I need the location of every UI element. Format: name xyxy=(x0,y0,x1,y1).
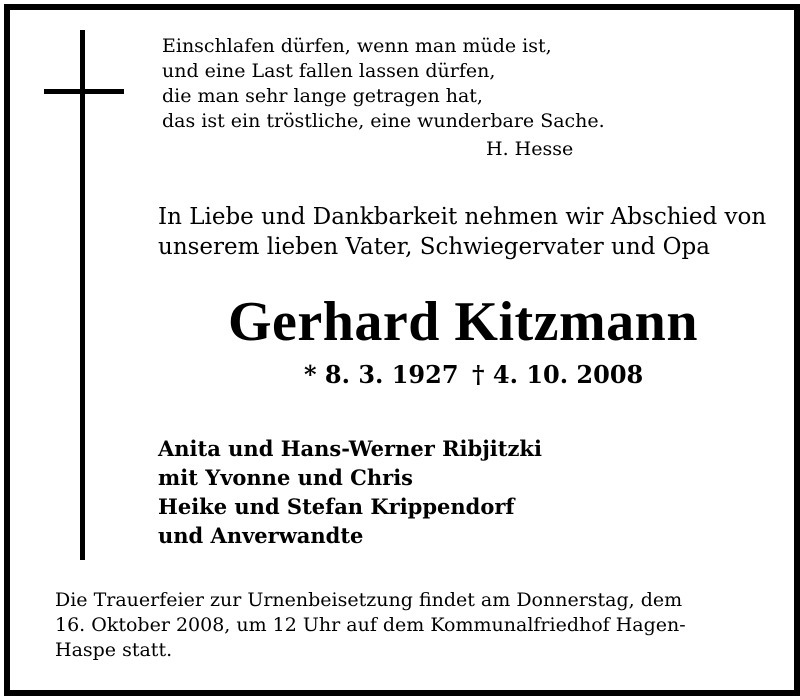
ceremony-line: Haspe statt. xyxy=(55,639,173,661)
poem-author: H. Hesse xyxy=(486,138,574,160)
ceremony-line: 16. Oktober 2008, um 12 Uhr auf dem Kommunalfriedhof Hagen- xyxy=(55,614,686,636)
mourner-line: und Anverwandte xyxy=(158,523,364,548)
death-date: † 4. 10. 2008 xyxy=(472,360,644,389)
cross-icon-bar xyxy=(44,89,124,94)
mourner-line: Anita und Hans-Werner Ribjitzki xyxy=(158,436,542,461)
birth-date: * 8. 3. 1927 xyxy=(304,360,459,389)
poem-line: Einschlafen dürfen, wenn man müde ist, xyxy=(162,35,552,57)
mourner-line: Heike und Stefan Krippendorf xyxy=(158,494,515,519)
cross-icon xyxy=(80,30,85,560)
funeral-details xyxy=(55,588,686,663)
farewell-intro xyxy=(158,202,766,262)
mourner-line: mit Yvonne und Chris xyxy=(158,465,413,490)
poem-quote xyxy=(162,34,605,134)
poem-line: und eine Last fallen lassen dürfen, xyxy=(162,60,496,82)
intro-line: unserem lieben Vater, Schwiegervater und Opa xyxy=(158,234,710,260)
intro-line: In Liebe und Dankbarkeit nehmen wir Abschied von xyxy=(158,204,767,230)
deceased-name: Gerhard Kitzmann xyxy=(228,291,698,353)
poem-line: das ist ein tröstliche, eine wunderbare Sache. xyxy=(162,110,605,132)
ceremony-line: Die Trauerfeier zur Urnenbeisetzung findet am Donnerstag, dem xyxy=(55,589,683,611)
mourners-list xyxy=(158,434,542,550)
poem-line: die man sehr lange getragen hat, xyxy=(162,85,483,107)
